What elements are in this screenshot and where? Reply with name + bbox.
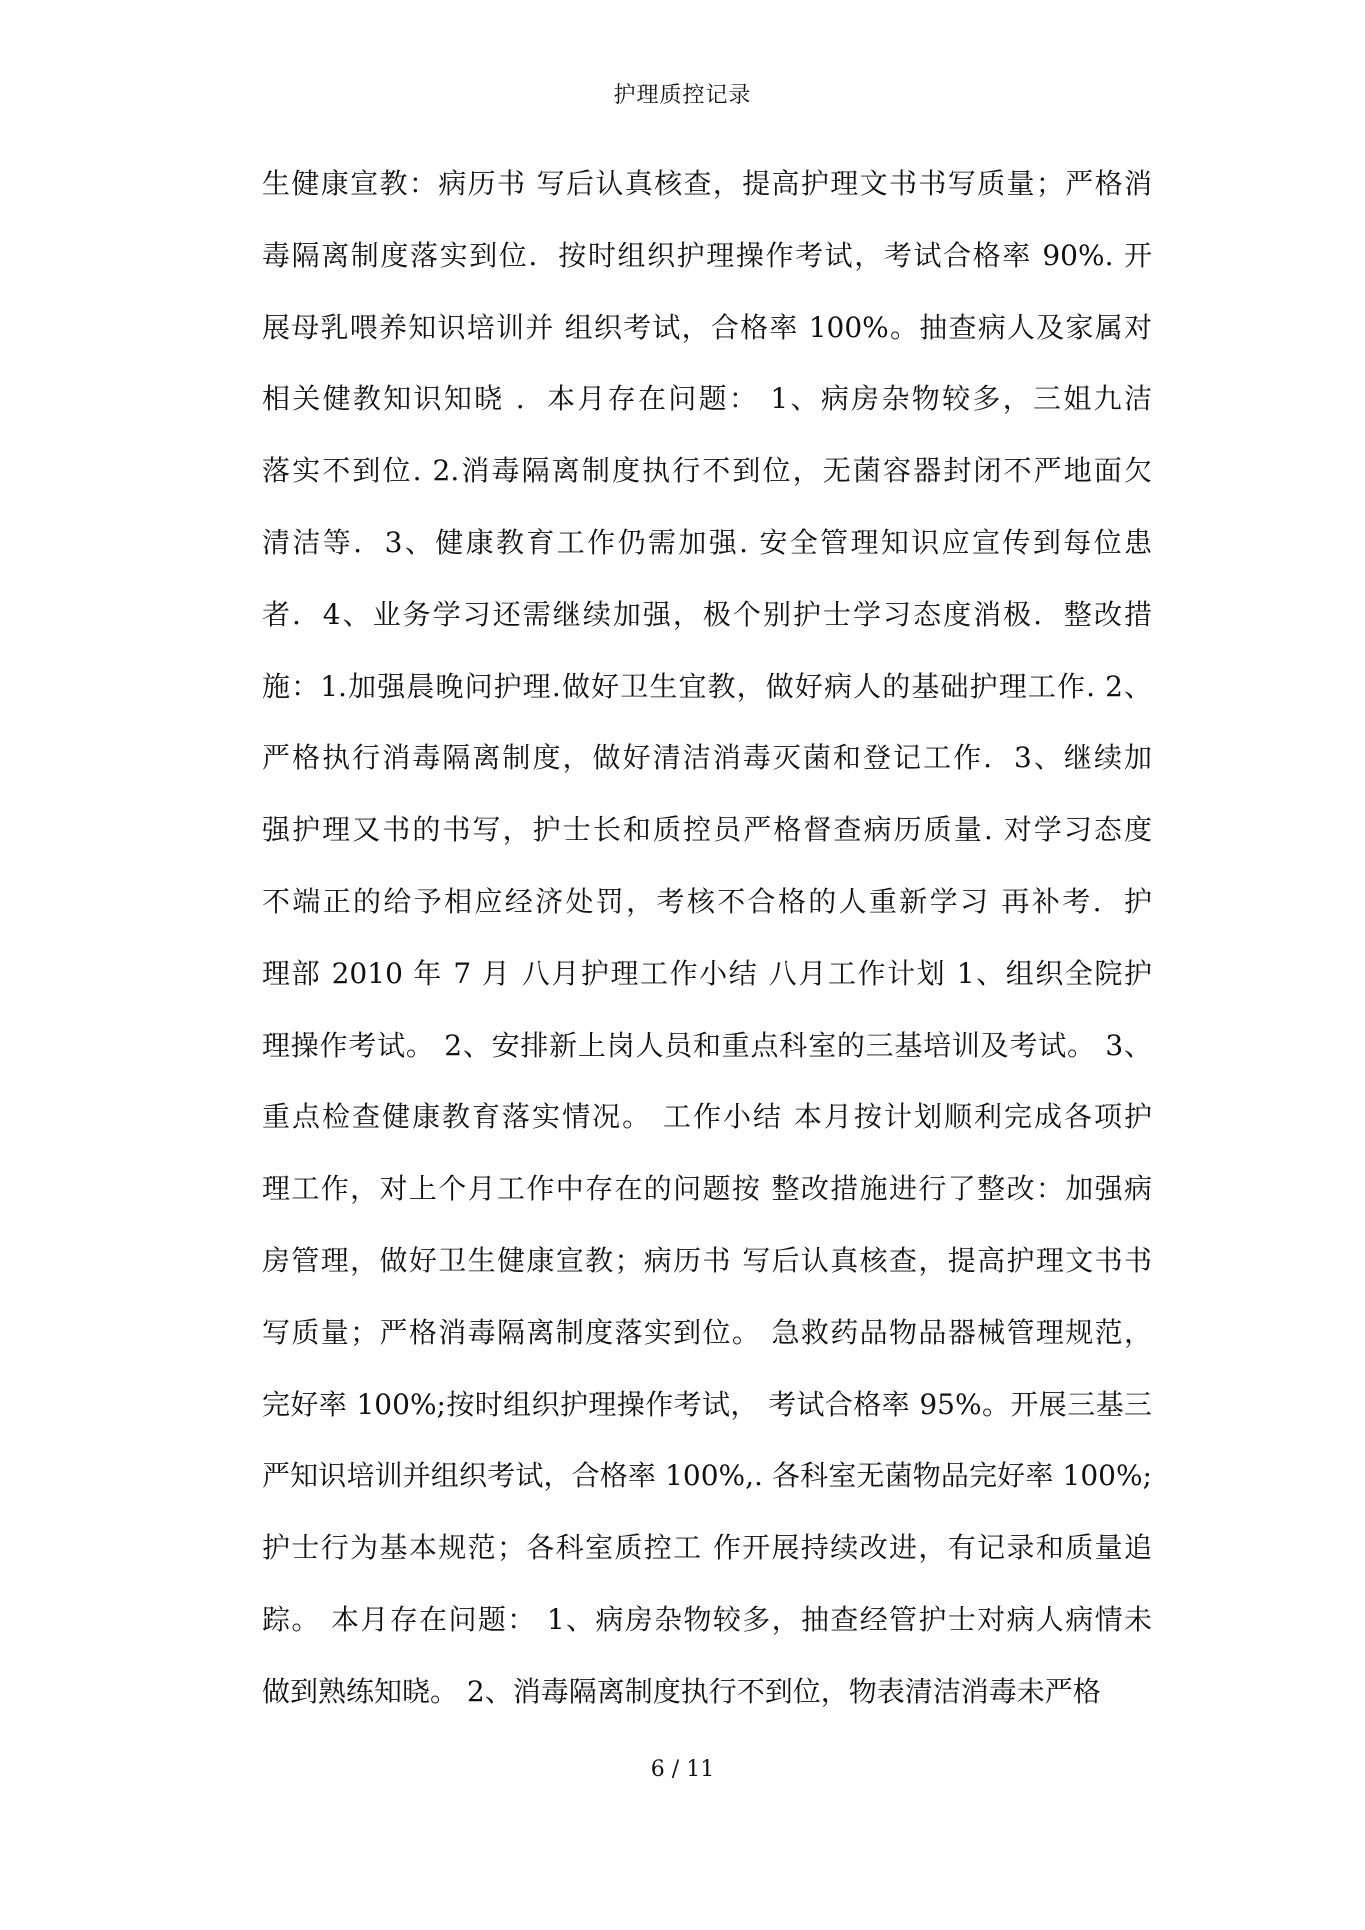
text-line: 理工作，对上个月工作中存在的问题按 整改措施进行了整改：加强病 xyxy=(262,1172,1152,1206)
text-line: 护士行为基本规范；各科室质控工 作开展持续改进，有记录和质量追 xyxy=(262,1531,1152,1565)
text-line: 理部 2010 年 7 月 八月护理工作小结 八月工作计划 1、组织全院护 xyxy=(262,956,1152,990)
text-line: 重点检查健康教育落实情况。 工作小结 本月按计划顺利完成各项护 xyxy=(262,1100,1152,1134)
text-line: 施：1.加强晨晚问护理.做好卫生宜教，做好病人的基础护理工作. 2、 xyxy=(262,669,1152,703)
running-header: 护理质控记录 xyxy=(613,83,752,108)
text-line: 展母乳喂养知识培训并 组织考试，合格率 100%。抽查病人及家属对 xyxy=(262,310,1152,344)
text-line: 严知识培训并组织考试，合格率 100%,. 各科室无菌物品完好率 100%; xyxy=(262,1459,1152,1493)
text-line: 严格执行消毒隔离制度，做好清洁消毒灭菌和登记工作. 3、继续加 xyxy=(262,741,1152,775)
text-line: 生健康宣教：病历书 写后认真核查，提高护理文书书写质量；严格消 xyxy=(262,167,1152,200)
text-line: 不端正的给予相应经济处罚，考核不合格的人重新学习 再补考. 护 xyxy=(262,884,1152,918)
text-line: 相关健教知识知晓 . 本月存在问题： 1、病房杂物较多，三姐九洁 xyxy=(262,382,1152,416)
text-line: 写质量；严格消毒隔离制度落实到位。 急救药品物品器械管理规范， xyxy=(262,1315,1152,1349)
text-line: 踪。 本月存在问题： 1、病房杂物较多，抽查经管护士对病人病情未 xyxy=(262,1602,1152,1636)
text-line: 毒隔离制度落实到位. 按时组织护理操作考试，考试合格率 90%. 开 xyxy=(262,238,1152,272)
text-line: 者. 4、业务学习还需继续加强，极个别护士学习态度消极. 整改措 xyxy=(262,597,1152,631)
page-number: 6 / 11 xyxy=(650,1757,715,1782)
body-text xyxy=(262,148,1152,1728)
text-line: 清洁等. 3、健康教育工作仍需加强. 安全管理知识应宣传到每位患 xyxy=(262,525,1152,559)
text-line: 理操作考试。 2、安排新上岗人员和重点科室的三基培训及考试。 3、 xyxy=(262,1028,1152,1062)
text-line: 强护理又书的书写，护士长和质控员严格督查病历质量. 对学习态度 xyxy=(262,813,1152,847)
text-line: 落实不到位. 2.消毒隔离制度执行不到位，无菌容器封闭不严地面欠 xyxy=(262,454,1152,488)
text-line: 完好率 100%;按时组织护理操作考试， 考试合格率 95%。开展三基三 xyxy=(262,1387,1152,1421)
text-line: 做到熟练知晓。 2、消毒隔离制度执行不到位，物表清洁消毒未严格 xyxy=(262,1674,1101,1708)
text-line: 房管理，做好卫生健康宣教；病历书 写后认真核查，提高护理文书书 xyxy=(262,1243,1152,1277)
